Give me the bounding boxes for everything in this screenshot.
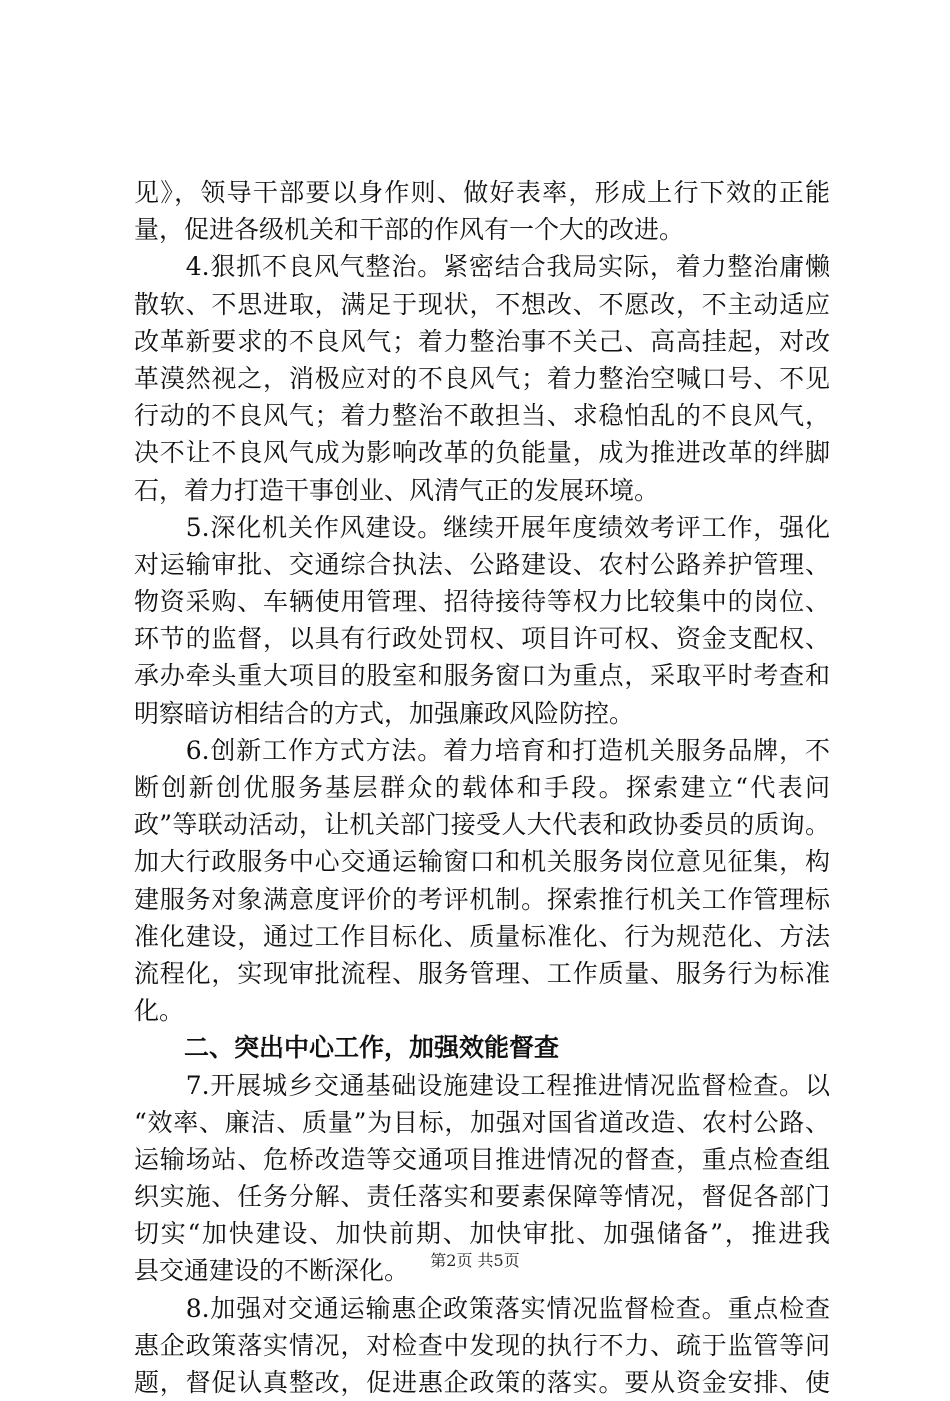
text-line: 对运输审批、交通综合执法、公路建设、农村公路养护管理、 [134,549,830,579]
text-line: 环节的监督，以具有行政处罚权、项目许可权、资金支配权、 [134,624,830,654]
document-body [134,174,830,1401]
text-line: 5.深化机关作风建设。继续开展年度绩效考评工作，强化 [134,512,830,542]
text-line: 政”等联动活动，让机关部门接受人大代表和政协委员的质询。 [134,810,830,840]
text-line: 决不让不良风气成为影响改革的负能量，成为推进改革的绊脚 [134,438,830,468]
section-heading: 二、突出中心工作，加强效能督查 [134,1033,560,1063]
text-line: 流程化，实现审批流程、服务管理、工作质量、服务行为标准 [134,958,830,988]
text-line: 准化建设，通过工作目标化、质量标准化、行为规范化、方法 [134,921,830,951]
text-line: 化。 [134,996,185,1026]
text-line: 见》，领导干部要以身作则、做好表率，形成上行下效的正能 [134,178,830,207]
text-line: 建服务对象满意度评价的考评机制。探索推行机关工作管理标 [134,884,830,914]
text-line: 6.创新工作方式方法。着力培育和打造机关服务品牌，不 [134,735,830,765]
text-line: 县交通建设的不断深化。 [134,1256,410,1286]
text-line: “效率、廉洁、质量”为目标，加强对国省道改造、农村公路、 [134,1107,830,1137]
text-line: 物资采购、车辆使用管理、招待接待等权力比较集中的岗位、 [134,587,830,617]
text-line: 石，着力打造干事创业、风清气正的发展环境。 [134,475,660,505]
text-line: 承办牵头重大项目的股室和服务窗口为重点，采取平时考查和 [134,661,830,691]
text-line: 行动的不良风气；着力整治不敢担当、求稳怕乱的不良风气， [134,401,830,431]
text-line: 7.开展城乡交通基础设施建设工程推进情况监督检查。以 [134,1070,830,1100]
page-footer: 第2页 共5页 [430,1251,520,1270]
text-line: 运输场站、危桥改造等交通项目推进情况的督查，重点检查组 [134,1144,830,1174]
text-line: 切实“加快建设、加快前期、加快审批、加强储备”，推进我 [134,1219,830,1249]
text-line: 惠企政策落实情况，对检查中发现的执行不力、疏于监管等问 [134,1330,830,1360]
text-line: 8.加强对交通运输惠企政策落实情况监督检查。重点检查 [134,1293,830,1323]
text-line: 织实施、任务分解、责任落实和要素保障等情况，督促各部门 [134,1182,830,1212]
text-line: 散软、不思进取，满足于现状，不想改、不愿改，不主动适应 [134,289,830,319]
text-line: 4.狠抓不良风气整治。紧密结合我局实际，着力整治庸懒 [134,252,830,282]
text-line: 量，促进各级机关和干部的作风有一个大的改进。 [134,215,685,245]
text-line: 加大行政服务中心交通运输窗口和机关服务岗位意见征集，构 [134,847,830,877]
text-line: 题，督促认真整改，促进惠企政策的落实。要从资金安排、使 [134,1368,830,1397]
text-line: 革漠然视之，消极应对的不良风气；着力整治空喊口号、不见 [134,363,830,393]
text-line: 明察暗访相结合的方式，加强廉政风险防控。 [134,698,635,728]
text-line: 改革新要求的不良风气；着力整治事不关己、高高挂起，对改 [134,326,830,356]
text-line: 断创新创优服务基层群众的载体和手段。探索建立“代表问 [134,773,830,802]
